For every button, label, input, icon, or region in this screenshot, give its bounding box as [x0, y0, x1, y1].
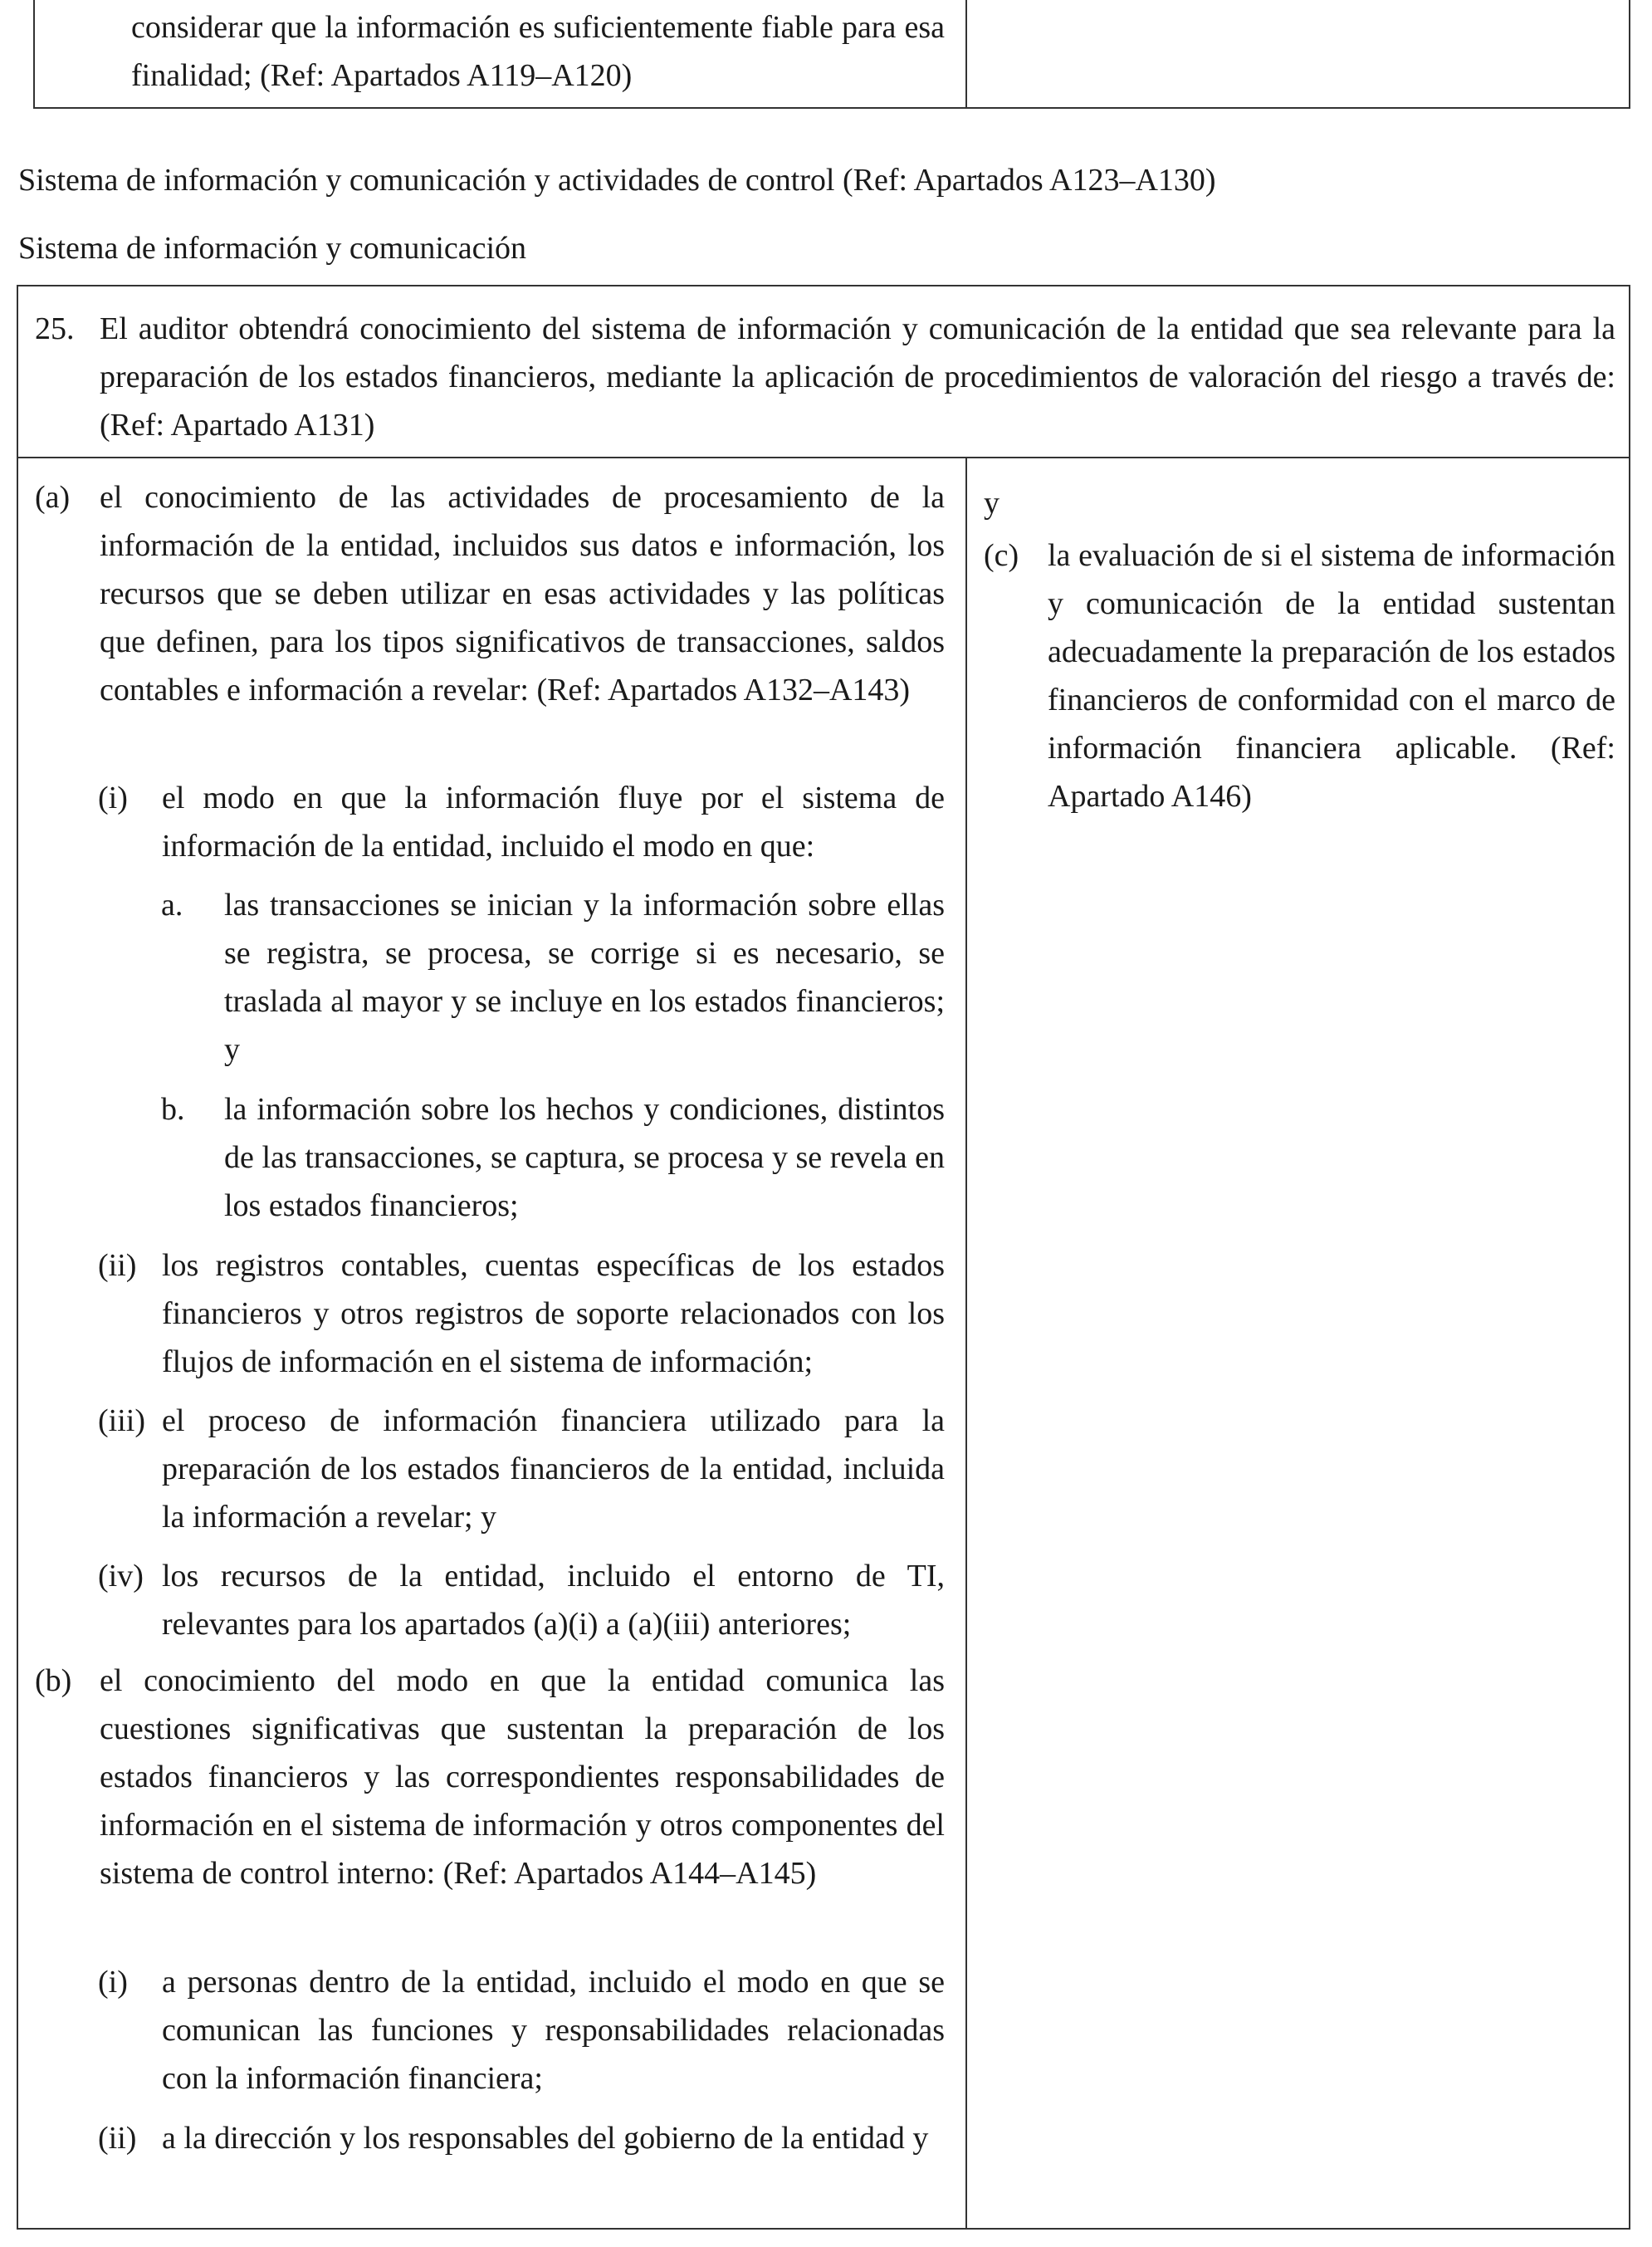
paragraph-number: 25.	[35, 311, 75, 346]
subitem-b-text: la información sobre los hechos y condiciones, distintos de las transacciones, se captura, se procesa y se revela en los estados financieros;	[224, 1092, 945, 1223]
subsection-heading: Sistema de información y comunicación	[18, 231, 527, 266]
item-a-iii-text: el proceso de información financiera utilizado para la preparación de los estados financieros de la entidad, incluida la información a revelar; y	[162, 1403, 945, 1535]
item-c-label: (c)	[984, 538, 1019, 573]
subitem-b-label: b.	[161, 1092, 185, 1127]
subitem-a-text: las transacciones se inician y la información sobre ellas se registra, se procesa, se corrige si es necesario, se traslada al mayor y se incluye en los estados financieros; y	[224, 888, 945, 1067]
item-b-i-label: (i)	[98, 1965, 128, 2000]
item-b-ii-label: (ii)	[98, 2121, 137, 2156]
item-a-i-label: (i)	[98, 781, 128, 815]
subitem-a-label: a.	[161, 888, 183, 923]
item-a-iv-label: (iv)	[98, 1559, 144, 1593]
item-a-iii-label: (iii)	[98, 1403, 145, 1438]
item-b-i-text: a personas dentro de la entidad, incluido el modo en que se comunican las funciones y responsabilidades relacionadas con la información financiera;	[162, 1965, 945, 2096]
paragraph-25-text: El auditor obtendrá conocimiento del sistema de información y comunicación de la entidad que sea relevante para la preparación de los estados financieros, mediante la aplicación de procedimientos de valoración del riesgo a través de: (Ref: Apartado A131)	[100, 311, 1615, 443]
item-a-label: (a)	[35, 480, 71, 515]
item-a-ii-text: los registros contables, cuentas específicas de los estados financieros y otros registros de soporte relacionados con los flujos de información en el sistema de información;	[162, 1248, 945, 1379]
item-a-ii-label: (ii)	[98, 1248, 137, 1283]
section-heading: Sistema de información y comunicación y actividades de control (Ref: Apartados A123–A130)	[18, 163, 1216, 198]
item-b-text: el conocimiento del modo en que la entidad comunica las cuestiones significativas que sustentan la preparación de los estados financieros y las correspondientes responsabilidades de información en el sistema de información y otros componentes del sistema de control interno: (Ref: Apartados A144–A145)	[100, 1663, 945, 1891]
item-a-iv-text: los recursos de la entidad, incluido el entorno de TI, relevantes para los apartados (a)(i) a (a)(iii) anteriores;	[162, 1559, 945, 1642]
item-b-ii-text: a la dirección y los responsables del gobierno de la entidad y	[162, 2121, 929, 2156]
item-a-text: el conocimiento de las actividades de procesamiento de la información de la entidad, incluidos sus datos e información, los recursos que se deben utilizar en esas actividades y las políticas que definen, para los tipos significativos de transacciones, saldos contables e información a revelar: (Ref: Apartados A132–A143)	[100, 480, 945, 707]
item-a-i-text: el modo en que la información fluye por el sistema de información de la entidad, incluido el modo en que:	[162, 781, 945, 864]
requirements-table-column-divider	[965, 457, 967, 2230]
item-c-text: la evaluación de si el sistema de información y comunicación de la entidad sustentan adecuadamente la preparación de los estados financieros de conformidad con el marco de información financiera aplicable. (Ref: Apartado A146)	[1048, 538, 1615, 814]
top-table-cell-text: considerar que la información es suficientemente fiable para esa finalidad; (Ref: Apartados A119–A120)	[131, 10, 945, 93]
requirements-table-row-divider	[17, 457, 1630, 458]
right-column-continuation: y	[984, 486, 1000, 521]
item-b-label: (b)	[35, 1663, 72, 1698]
top-table-divider	[965, 0, 967, 108]
